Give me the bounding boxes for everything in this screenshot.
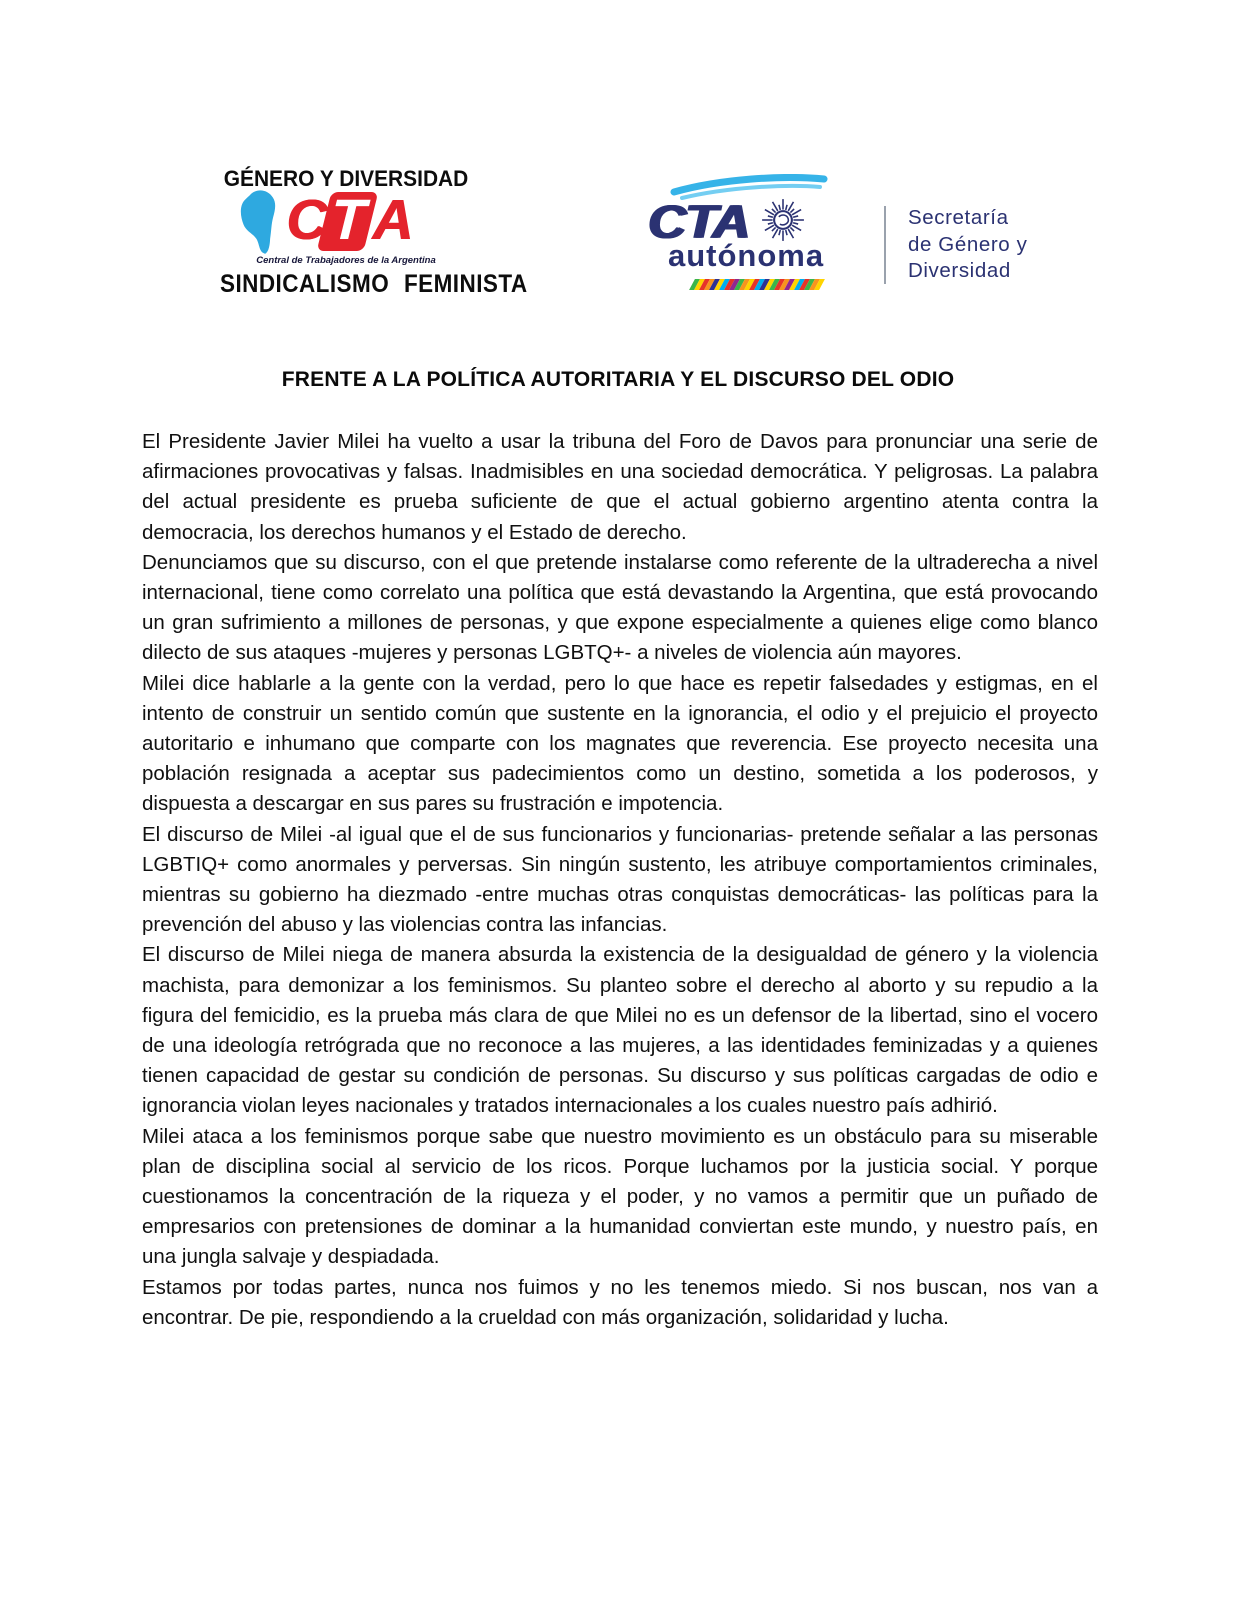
cta-autonoma-logo — [648, 174, 868, 290]
cta-letter-t: T — [317, 192, 379, 251]
paragraph-6: Milei ataca a los feminismos porque sabe que nuestro movimiento es un obstáculo para su miserable plan de disciplina social al servicio de los ricos. Porque luchamos por la justicia social. Y porque cuestionamos la concentración de la riqueza y el poder, y no vamos a permitir que un puñado de empresarios con pretensiones de dominar a la humanidad conviertan este mundo, y nuestro país, en una jungla salvaje y despiadada. — [142, 1124, 1098, 1269]
sun-icon — [760, 197, 806, 243]
cta-letter-c: C — [286, 188, 324, 252]
document-title: FRENTE A LA POLÍTICA AUTORITARIA Y EL DISCURSO DEL ODIO — [281, 368, 955, 391]
cta-org-subtitle: Central de Trabajadores de la Argentina — [256, 255, 436, 266]
cta-logo-graphic — [206, 188, 486, 254]
secretaria-line-2: de Género y — [908, 232, 1028, 256]
autonoma-text: autónoma — [668, 238, 825, 274]
sindicalismo-feminista-text: SINDICALISMO FEMINISTA — [220, 270, 528, 298]
wiphala-strip — [689, 279, 871, 290]
paragraph-3: Milei dice hablarle a la gente con la verdad, pero lo que hace es repetir falsedades y estigmas, en el intento de construir un sentido común que sustente en la ignorancia, el odio y el prejuicio el proyecto autoritario e inhumano que comparte con los magnates que reverencia. Ese proyecto necesita una población resignada a aceptar sus padecimientos como un destino, sometida a los poderosos, y dispuesta a descargar en sus pares su frustración e impotencia. — [142, 671, 1098, 816]
cta-letter-a: A — [372, 188, 410, 252]
cta-autonoma-lettermark-row — [648, 195, 868, 248]
document-body — [142, 427, 1098, 1333]
logo-divider — [884, 206, 886, 284]
cta-autonoma-lettermark: CTA — [648, 195, 749, 248]
secretaria-line-1: Secretaría — [908, 206, 1009, 229]
secretaria-genero-diversidad-text — [908, 205, 1027, 285]
paragraph-4: El discurso de Milei -al igual que el de sus funcionarios y funcionarias- pretende señalar a las personas LGBTIQ+ como anormales y perversas. Sin ningún sustento, les atribuye comportamientos criminales, mientras su gobierno ha diezmado -entre muchas otras conquistas democráticas- las políticas para la prevención del abuso y las violencias contra las infancias. — [142, 822, 1098, 937]
genero-diversidad-text: GÉNERO Y DIVERSIDAD — [223, 166, 469, 191]
paragraph-1: El Presidente Javier Milei ha vuelto a usar la tribuna del Foro de Davos para pronunciar una serie de afirmaciones provocativas y falsas. Inadmisibles en una sociedad democrática. Y peligrosas. La palabra del actual presidente es prueba suficiente de que el actual gobierno argentino atenta contra la democracia, los derechos humanos y el Estado de derecho. — [142, 430, 1098, 544]
secretaria-line-3: Diversidad — [908, 259, 1011, 283]
cta-genero-diversidad-logo — [206, 166, 528, 299]
paragraph-2: Denunciamos que su discurso, con el que pretende instalarse como referente de la ultraderecha a nivel internacional, tiene como correlato una política que está devastando la Argentina, que está provocando un gran sufrimiento a millones de personas, y que expone especialmente a quienes elige como blanco dilecto de sus ataques -mujeres y personas LGBTQ+- a niveles de violencia aún mayores. — [142, 550, 1098, 665]
paragraph-7: Estamos por todas partes, nunca nos fuimos y no les tenemos miedo. Si nos buscan, nos van a encontrar. De pie, respondiendo a la crueldad con más organización, solidaridad y lucha. — [142, 1275, 1098, 1329]
cta-lettermark — [286, 188, 410, 252]
paragraph-5: El discurso de Milei niega de manera absurda la existencia de la desigualdad de género y la violencia machista, para demonizar a los feminismos. Su planteo sobre el derecho al aborto y su repudio a la figura del femicidio, es la prueba más clara de que Milei no es un defensor de la libertad, sino el vocero de una ideología retrógrada que no reconoce a las mujeres, a las identidades feminizadas y a quienes tienen capacidad de gestar su condición de personas. Su discurso y sus políticas cargadas de odio e ignorancia violan leyes nacionales y tratados internacionales a los cuales nuestro país adhirió. — [142, 943, 1098, 1118]
